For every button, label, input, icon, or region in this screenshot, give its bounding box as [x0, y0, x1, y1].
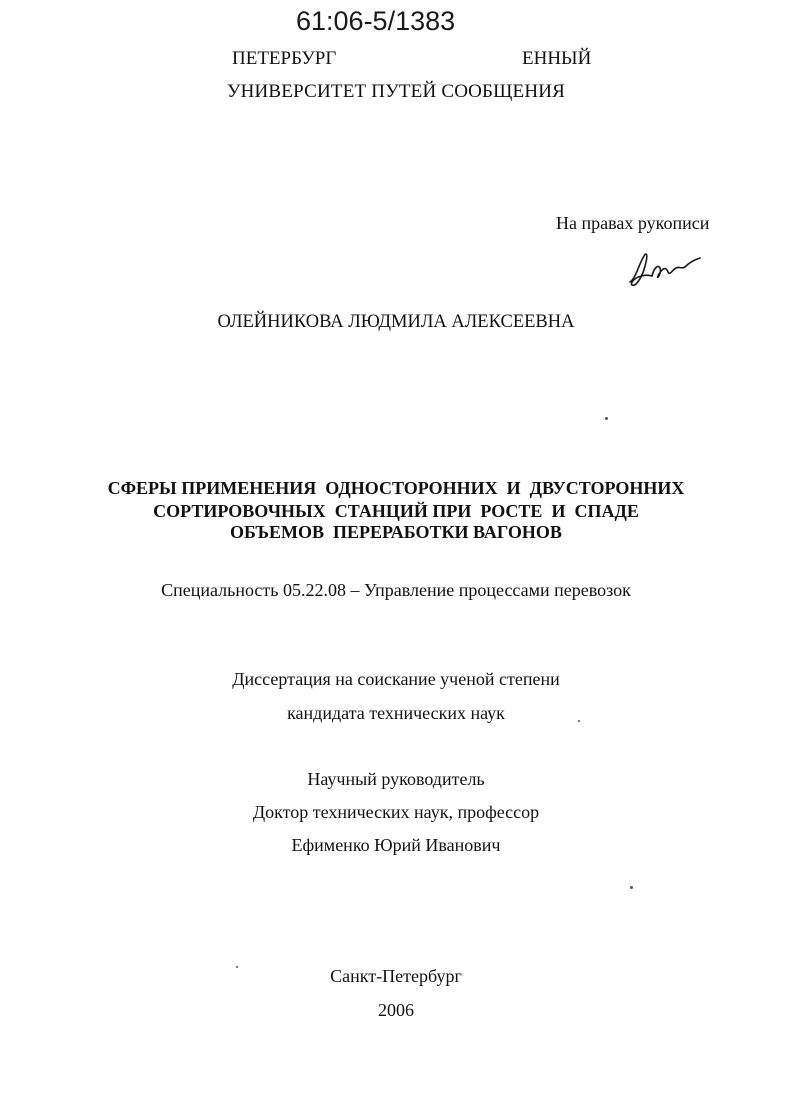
signature-mark [624, 246, 704, 290]
thesis-title-line: ОБЪЕМОВ ПЕРЕРАБОТКИ ВАГОНОВ [230, 522, 562, 542]
supervisor-degree: Доктор технических наук, профессор [252, 802, 540, 822]
scan-speck [578, 720, 580, 722]
manuscript-rights-note: На правах рукописи [556, 213, 710, 233]
dissertation-degree-line1: Диссертация на соискание ученой степени [232, 669, 560, 689]
year: 2006 [378, 1000, 414, 1020]
institution-line1-left: ПЕТЕРБУРГ [232, 48, 337, 69]
institution-name: УНИВЕРСИТЕТ ПУТЕЙ СООБЩЕНИЯ [226, 81, 566, 102]
city: Санкт-Петербург [330, 966, 462, 986]
scan-speck [630, 886, 633, 889]
scan-speck [236, 966, 238, 968]
supervisor-label: Научный руководитель [307, 769, 485, 789]
supervisor-name: Ефименко Юрий Иванович [291, 835, 501, 855]
institution-line1-right: ЕННЫЙ [522, 48, 592, 69]
specialty-line: Специальность 05.22.08 – Управление процессами перевозок [161, 580, 631, 600]
catalog-number-stamp: 61:06-5/1383 [296, 6, 456, 36]
thesis-title-line: СОРТИРОВОЧНЫХ СТАНЦИЙ ПРИ РОСТЕ И СПАДЕ [153, 501, 639, 521]
scan-speck [605, 417, 608, 420]
author-name: ОЛЕЙНИКОВА ЛЮДМИЛА АЛЕКСЕЕВНА [217, 312, 575, 332]
dissertation-degree-line2: кандидата технических наук [287, 703, 505, 723]
thesis-title-line: СФЕРЫ ПРИМЕНЕНИЯ ОДНОСТОРОННИХ И ДВУСТОРОННИХ [107, 478, 685, 498]
